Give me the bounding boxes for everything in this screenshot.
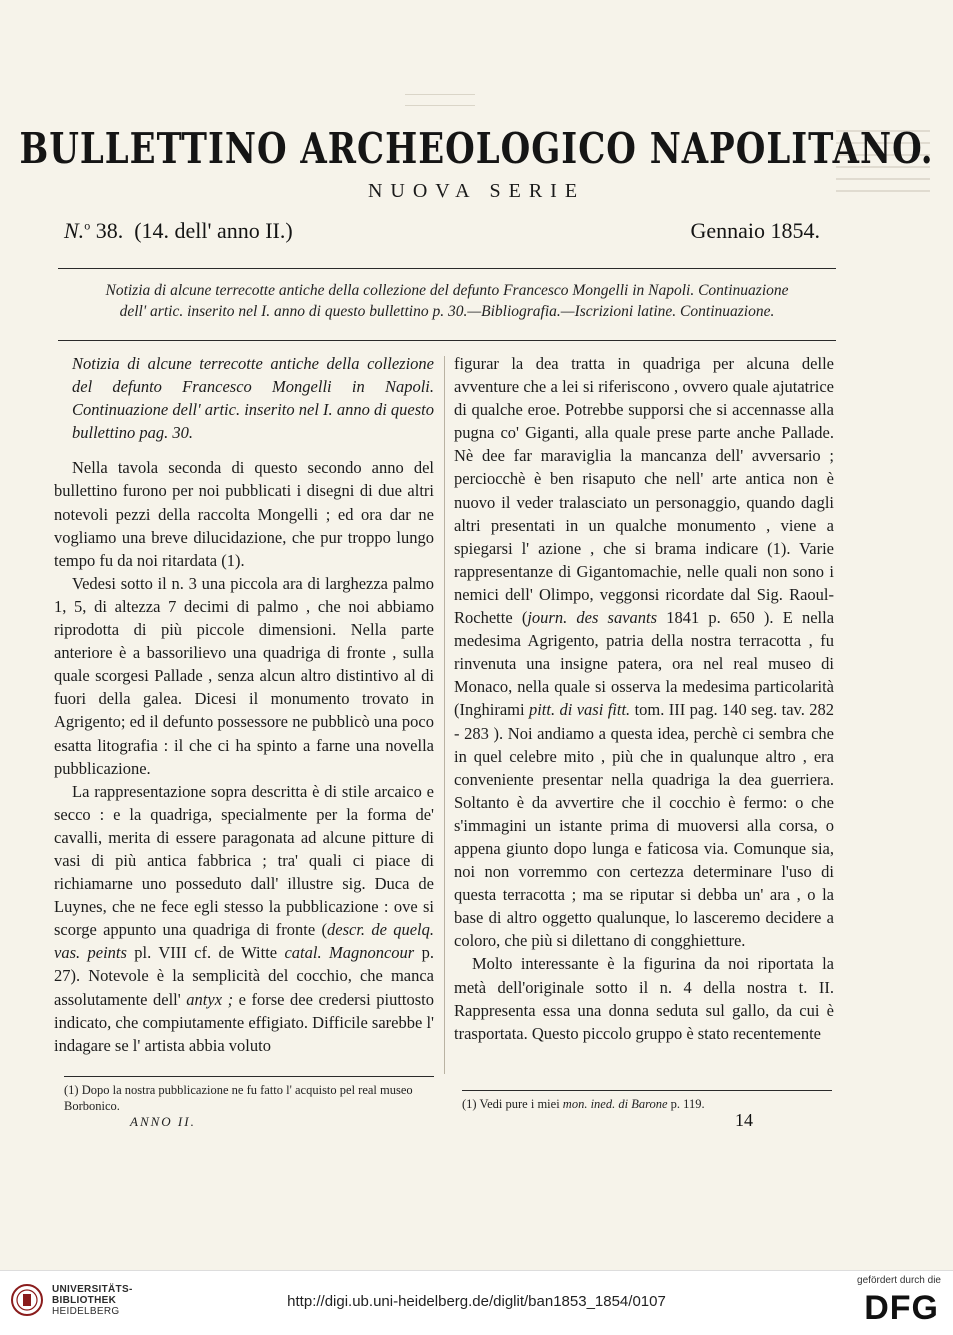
viewer-footer (0, 1270, 953, 1335)
dfg-logo[interactable]: DFG (864, 1289, 939, 1327)
summary-line-1: Notizia di alcune terrecotte antiche della collezione del defunto Francesco Mongelli in Napoli. Continuazione (105, 282, 789, 299)
text-run: tom. III pag. 140 seg. tav. 282 - 283 ). Noi andiamo a questa idea, perchè ci sembra che in quel celebre mito , più che in qualunque altro , era conveniente presentar nella quadriga la dea guerriera. Soltanto è da avvertire che il cocchio è fermo: o che s'immagini un istante prima di muoversi alla corsa, o appena giunto dopo lunga e faticosa via. Comunque sia, noi non vorremmo con certezza determinare l'uso di questa terracotta ; ma se riputar si debba un' ara , o la base di altro oggetto qualunque, lo lasceremo decidere a coloro, che più si dilettano di congghietture. (454, 700, 835, 951)
funder-label: gefördert durch die (857, 1275, 941, 1286)
page-number: 14 (735, 1110, 753, 1130)
left-column (54, 352, 434, 1057)
italic-term: antyx ; (186, 989, 234, 1009)
text-run: La rappresentazione sopra descritta è di stile arcaico e secco : e la quadriga, specialmente per la forma de' cavalli, merita di essere paragonata ad alcune pitture di vasi di più antica fabbrica ; tra' quali ci piace di richiamarne uno posseduto dall' illustre sig. Duca de Luynes, che ne fece egli stesso la pubblicazione : ove si scorge appunto una quadriga di fronte ( (54, 781, 434, 940)
text-run: figurar la dea tratta in quadriga per alcuna delle avventure che a lei si riferiscono , ovvero quale ajutatrice di qualche eroe. Potrebbe supporsi che si accennasse alla pugna co' Giganti, alla quale prese parte anche Pallade. Nè dee far maraviglia la mancanza dell' avversario ; perciocchè è ben risaputo che nell' arte antica non è nuovo il veder tralasciato un personaggio, quando dagli altri presentati in un qualche monumento , viene a spiegarsi l' azione , che si brama indicare (1). Varie rappresentanze di Gigantomachie, nelle quali non sono i nemici dell' Olimpo, veggonsi ricordate dal Sig. Raoul-Rochette ( (454, 354, 834, 628)
italic-citation: mon. ined. di Barone (562, 1097, 668, 1111)
footnote-rule (64, 1076, 434, 1077)
top-rule (58, 268, 836, 269)
column-divider (444, 356, 445, 1074)
article-heading: Notizia di alcune terrecotte antiche della collezione del defunto Francesco Mongelli in Napoli. Continuazione dell' artic. inserito nel I. anno di questo bullettino pag. 30. (72, 354, 434, 443)
footnote-left: (1) Dopo la nostra pubblicazione ne fu fatto l' acquisto pel real museo Borbonico. (64, 1083, 413, 1113)
left-paragraph-3 (54, 780, 434, 1057)
italic-citation: descr. de quelq. vas. peints (54, 920, 434, 963)
issue-prefix: N. (64, 218, 85, 243)
footnote-right (462, 1096, 832, 1112)
italic-citation: catal. Magnoncour (284, 943, 415, 963)
summary-line-2: dell' artic. inserito nel I. anno di questo bullettino p. 30.—Bibliografia.—Iscrizioni latine. Continuazione. (119, 303, 775, 320)
left-paragraph-1: Nella tavola seconda di questo secondo anno del bullettino furono per noi pubblicati i disegni di due altri notevoli pezzi della raccolta Mongelli ; ed ora dar ne vogliamo una breve dilucidazione, che pur troppo lungo tempo fu da noi ritardata (1). (54, 458, 434, 570)
summary-rule (58, 340, 836, 341)
text-run: pl. VIII cf. de Witte (126, 943, 285, 963)
journal-title: BULLETTINO ARCHEOLOGICO NAPOLITANO. (19, 124, 934, 174)
library-line-2: BIBLIOTHEK (52, 1295, 117, 1306)
issue-number-value: 38. (95, 218, 124, 243)
text-run: 1841 p. 650 ). E nella medesima Agrigento, patria della nostra terracotta , fu rinvenuta una insigne patera, ora nel real museo di Monaco, nella quale si osserva la medesima particolarità (Inghirami (454, 608, 835, 720)
permalink-url[interactable]: http://digi.ub.uni-heidelberg.de/diglit/ban1853_1854/0107 (287, 1293, 666, 1310)
text-run: p. 119. (667, 1097, 705, 1111)
issue-detail: (14. dell' anno II.) (134, 218, 293, 243)
text-run: p. 27). Notevole è la semplicità del cocchio, che manca assolutamente dell' (54, 943, 434, 1009)
right-paragraph-1 (454, 352, 834, 952)
library-line-1: UNIVERSITÄTS- (52, 1284, 133, 1295)
library-line-3: HEIDELBERG (52, 1306, 120, 1317)
text-run: (1) Vedi pure i miei (462, 1097, 563, 1111)
italic-citation: pitt. di vasi fitt. (528, 700, 631, 720)
left-paragraph-2: Vedesi sotto il n. 3 una piccola ara di larghezza palmo 1, 5, di altezza 7 decimi di palmo , che noi abbiamo riprodotta di più piccole dimensioni. Nella parte anteriore è a bassorilievo una quadriga di fronte , sulla quale scorgesi Pallade , senza alcun altro distintivo al di fuori della galea. Dicesi il monumento trovato in Agrigento; ed il defunto possessore ne pubblicò una poco esatta litografia : il che ci ha spinto a farne una novella pubblicazione. (54, 573, 434, 778)
text-run: e forse dee credersi piuttosto indicato, che compiutamente effigiato. Difficile sarebbe l' indagare se l' artista abbia voluto (54, 989, 434, 1055)
contents-summary (58, 280, 836, 322)
issue-number: N.$^o$ 38. (14. dell' anno II.) (64, 218, 293, 243)
signature-mark: ANNO II. (130, 1114, 196, 1129)
issue-line (64, 218, 820, 250)
footnote-rule-right (462, 1090, 832, 1091)
right-column (454, 352, 834, 1045)
italic-citation: journ. des savants (527, 608, 658, 628)
series-subtitle: NUOVA SERIE (367, 180, 586, 202)
bleed-through-mark (405, 94, 475, 106)
issue-date: Gennaio 1854. (690, 218, 820, 243)
right-paragraph-2: Molto interessante è la figurina da noi riportata la metà dell'originale sotto il n. 4 della nostra t. II. Rappresenta essa una donna seduta sul gallo, da cui è trasportata. Questo piccolo gruppo è stato recentemente (454, 954, 834, 1043)
